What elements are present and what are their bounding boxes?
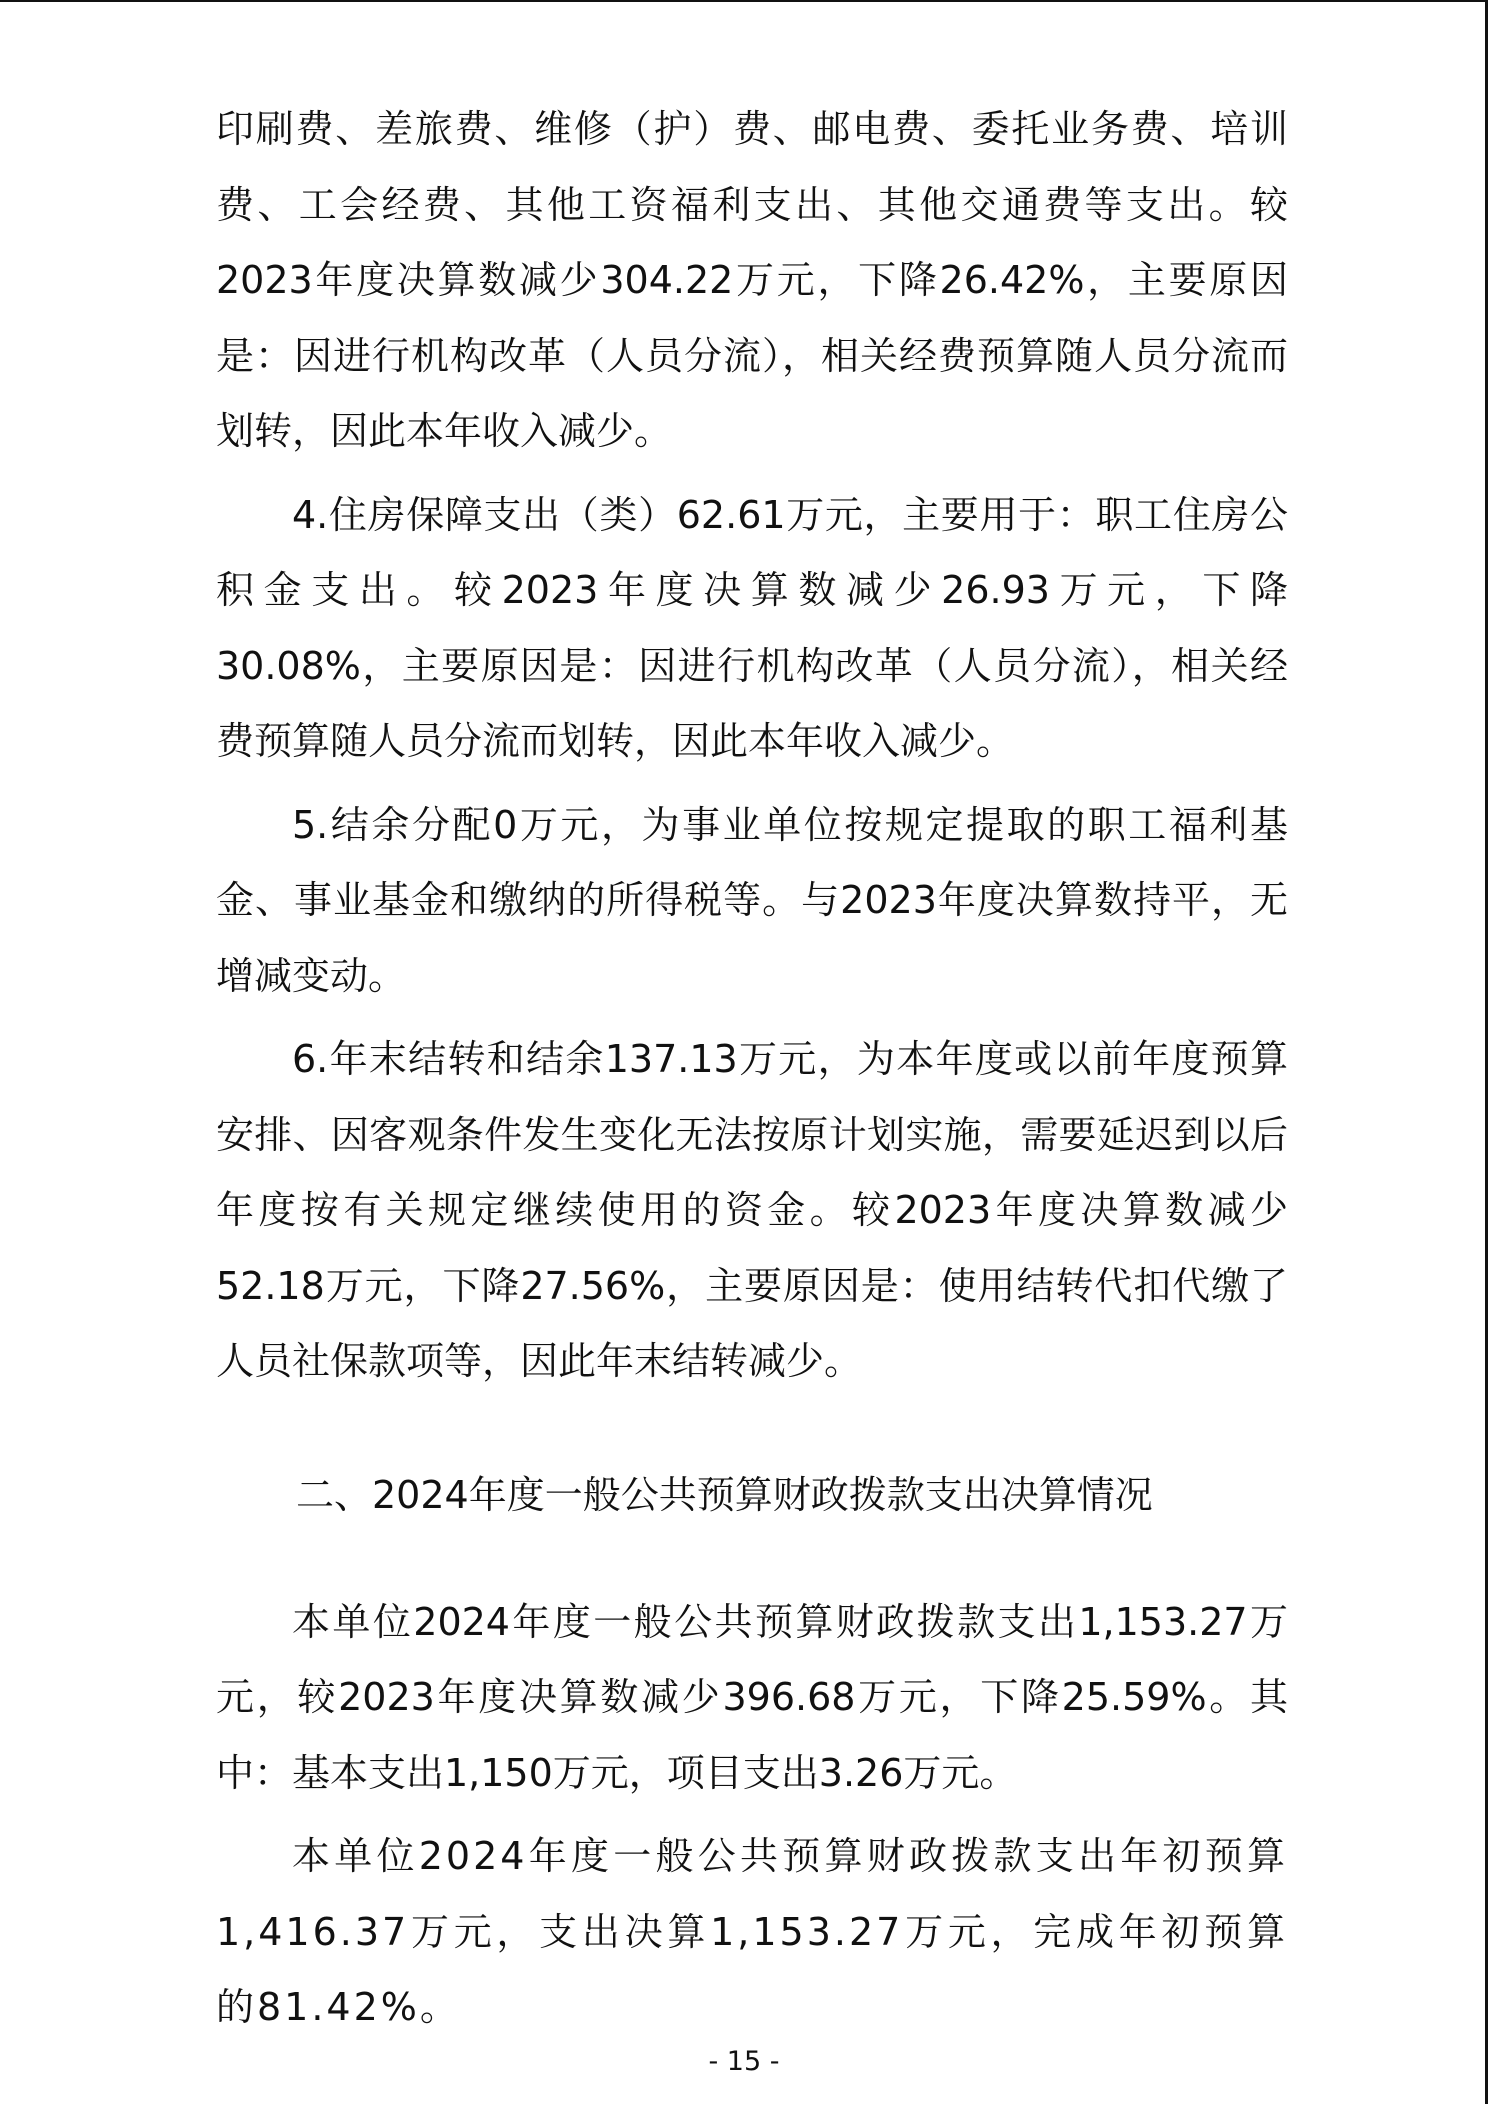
document-body — [216, 92, 1288, 2046]
page-number: - 15 - — [708, 2046, 780, 2077]
paragraph-budget-completion: 本单位2024年度一般公共预算财政拨款支出年初预算1,416.37万元，支出决算1,153.27万元，完成年初预算的81.42%。 — [216, 1834, 1288, 2029]
paragraph-year-end-balance: 6.年末结转和结余137.13万元，为本年度或以前年度预算安排、因客观条件发生变化无法按原计划实施，需要延迟到以后年度按有关规定继续使用的资金。较2023年度决算数减少52.18万元，下降27.56%，主要原因是：使用结转代扣代缴了人员社保款项等，因此年末结转减少。 — [216, 1037, 1288, 1383]
section-heading: 二、2024年度一般公共预算财政拨款支出决算情况 — [296, 1472, 1153, 1517]
page-top-edge — [0, 0, 1488, 2]
paragraph-general-budget-expenditure: 本单位2024年度一般公共预算财政拨款支出1,153.27万元，较2023年度决算数减少396.68万元，下降25.59%。其中：基本支出1,150万元，项目支出3.26万元。 — [216, 1599, 1288, 1795]
paragraph-surplus-distribution: 5.结余分配0万元，为事业单位按规定提取的职工福利基金、事业基金和缴纳的所得税等。与2023年度决算数持平，无增减变动。 — [216, 802, 1288, 998]
paragraph-housing-expenditure: 4.住房保障支出（类）62.61万元，主要用于：职工住房公积金支出。较2023年度决算数减少26.93万元，下降30.08%，主要原因是：因进行机构改革（人员分流），相关经费预算随人员分流而划转，因此本年收入减少。 — [216, 492, 1288, 763]
paragraph-expenditure-continued: 印刷费、差旅费、维修（护）费、邮电费、委托业务费、培训费、工会经费、其他工资福利支出、其他交通费等支出。较2023年度决算数减少304.22万元，下降26.42%，主要原因是：因进行机构改革（人员分流），相关经费预算随人员分流而划转，因此本年收入减少。 — [216, 107, 1288, 453]
